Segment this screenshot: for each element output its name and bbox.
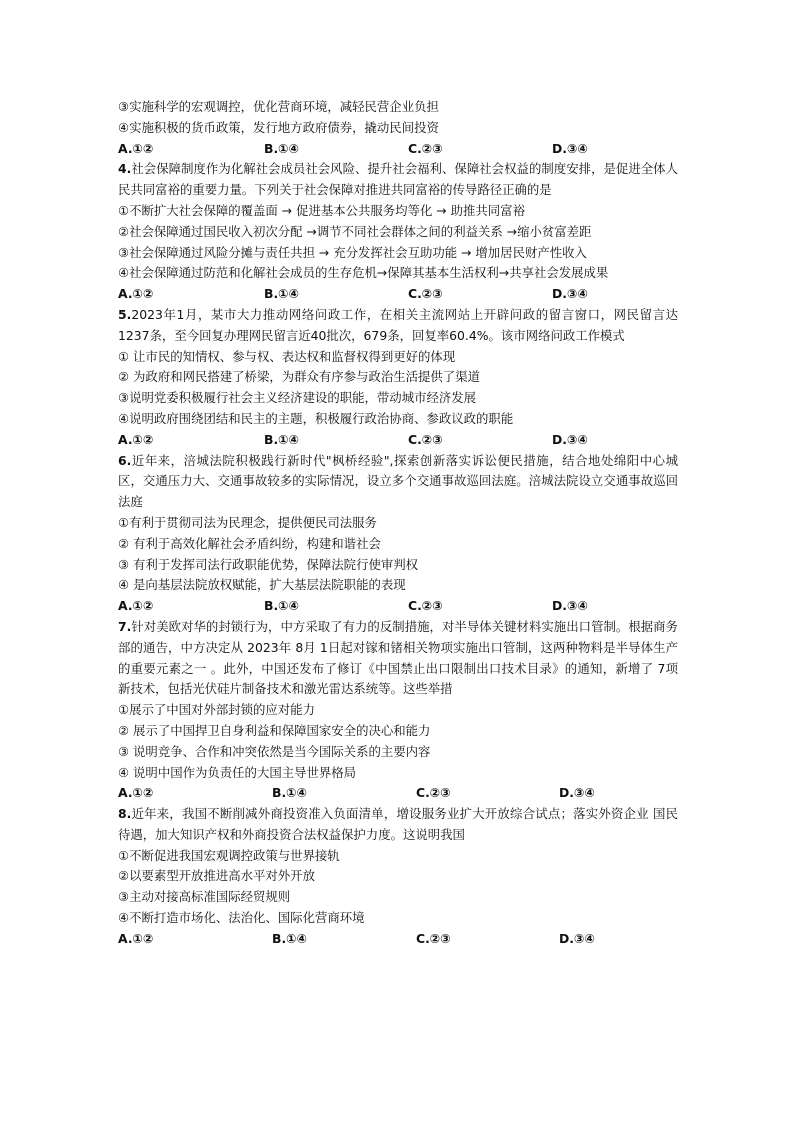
option-c[interactable]: C.②③ [416,785,451,801]
question-number: 4. [118,161,132,177]
option-c[interactable]: C.②③ [416,930,451,946]
question-stem [118,159,678,201]
option-d[interactable]: D.③④ [552,140,588,156]
question-number: 6. [118,452,132,468]
question-number: 7. [118,618,132,634]
statement-3: ③ 说明竞争、合作和冲突依然是当今国际关系的主要内容 [118,743,431,759]
statement-3: ③社会保障通过风险分摊与责任共担 → 充分发挥社会互助功能 → 增加居民财产性收入 [118,244,587,260]
statement-1: ①展示了中国对外部封锁的应对能力 [118,702,315,718]
option-d[interactable]: D.③④ [559,785,595,801]
option-c[interactable]: C.②③ [408,431,443,447]
option-d[interactable]: D.③④ [559,930,595,946]
statement-4: ④ 是向基层法院放权赋能，扩大基层法院职能的表现 [118,577,406,593]
option-b[interactable]: B.①④ [272,785,308,801]
statement-4: ④社会保障通过防范和化解社会成员的生存危机→保障其基本生活权利→共享社会发展成果 [118,265,609,281]
answer-options [118,430,678,451]
option-a[interactable]: A.①② [118,930,154,946]
statement-1: ① 让市民的知情权、参与权、表达权和监督权得到更好的体现 [118,348,456,364]
question-stem [118,804,678,846]
statement-2: ② 展示了中国捍卫自身利益和保障国家安全的决心和能力 [118,722,431,738]
question-number: 5. [118,306,132,322]
question-text: 近年来，我国不断削减外商投资准入负面清单，增设服务业扩大开放综合试点；落实外资企业 国民待遇，加大知识产权和外商投资合法权益保护力度。这说明我国 [118,806,678,842]
answer-options [118,596,678,617]
option-d[interactable]: D.③④ [552,286,588,302]
option-b[interactable]: B.①④ [264,431,300,447]
question-stem [118,451,678,513]
statement-3: ③说明党委积极履行社会主义经济建设的职能，带动城市经济发展 [118,390,477,406]
option-c[interactable]: C.②③ [408,140,443,156]
option-b[interactable]: B.①④ [264,598,300,614]
statement-3: ③ 有利于发挥司法行政职能优势，保障法院行使审判权 [118,556,419,572]
question-text: 社会保障制度作为化解社会成员社会风险、提升社会福利、保障社会权益的制度安排，是促进全体人民共同富裕的重要力量。下列关于社会保障对推进共同富裕的传导路径正确的是 [118,161,678,198]
statement-2: ②社会保障通过国民收入初次分配 →调节不同社会群体之间的利益关系 →缩小贫富差距 [118,223,592,239]
option-d[interactable]: D.③④ [552,598,588,614]
option-b[interactable]: B.①④ [264,286,300,302]
option-a[interactable]: A.①② [118,140,154,156]
option-b[interactable]: B.①④ [272,930,308,946]
option-d[interactable]: D.③④ [552,431,588,447]
statement-1: ①不断扩大社会保障的覆盖面 → 促进基本公共服务均等化 → 助推共同富裕 [118,202,525,218]
question-7 [118,617,678,804]
question-text: 针对美欧对华的封锁行为，中方采取了有力的反制措施，对半导体关键材料实施出口管制。根据商务部的通告，中方决定从 2023年 8月 1日起对镓和锗相关物项实施出口管制，这两种物料是半导体生产的重要元素之一 。此外，中国还发布了修订《中国禁止出口限制出口技术目录》的通知，新增了 7项新技术，包括光伏硅片制备技术和激光雷达系统等。这些举措 [118,618,678,697]
option-c[interactable]: C.②③ [408,598,443,614]
question-3-tail [118,97,678,159]
answer-options [118,783,678,804]
statement-4: ④ 说明中国作为负责任的大国主导世界格局 [118,764,357,780]
answer-options [118,139,678,160]
option-a[interactable]: A.①② [118,431,154,447]
question-6 [118,451,678,617]
statement-2: ②以要素型开放推进高水平对外开放 [118,868,315,884]
statement-1: ①不断促进我国宏观调控政策与世界接轨 [118,847,340,863]
statement-4: ④不断打造市场化、法治化、国际化营商环境 [118,910,365,926]
question-number: 8. [118,806,132,822]
question-stem [118,617,678,700]
statement-1: ①有利于贯彻司法为民理念，提供便民司法服务 [118,514,377,530]
statement-4: ④说明政府围绕团结和民主的主题，积极履行政治协商、参政议政的职能 [118,410,514,426]
question-4 [118,159,678,305]
statement-4: ④实施积极的货币政策，发行地方政府债券，撬动民间投资 [118,119,439,135]
option-b[interactable]: B.①④ [264,140,300,156]
statement-3: ③实施科学的宏观调控，优化营商环境，减轻民营企业负担 [118,99,439,114]
question-8 [118,804,678,950]
statement-2: ② 有利于高效化解社会矛盾纠纷，构建和谐社会 [118,535,381,551]
option-a[interactable]: A.①② [118,286,154,302]
statement-2: ② 为政府和网民搭建了桥梁，为群众有序参与政治生活提供了渠道 [118,369,480,385]
option-a[interactable]: A.①② [118,785,154,801]
question-text: 近年来，涪城法院积极践行新时代"枫桥经验",探索创新落实诉讼便民措施，结合地处绵阳中心城区，交通压力大、交通事故较多的实际情况，设立多个交通事故巡回法庭。涪城法院设立交通事故巡回法庭 [118,452,678,510]
answer-options [118,284,678,305]
exam-page [118,97,678,950]
question-text: 2023年1月，某市大力推动网络问政工作，在相关主流网站上开辟问政的留言窗口，网民留言达1237条，至今回复办理网民留言近40批次，679条，回复率60.4%。该市网络问政工作模式 [118,306,678,343]
question-5 [118,305,678,451]
option-a[interactable]: A.①② [118,598,154,614]
question-stem [118,305,678,347]
answer-options [118,929,678,950]
statement-3: ③主动对接高标准国际经贸规则 [118,889,291,905]
option-c[interactable]: C.②③ [408,286,443,302]
